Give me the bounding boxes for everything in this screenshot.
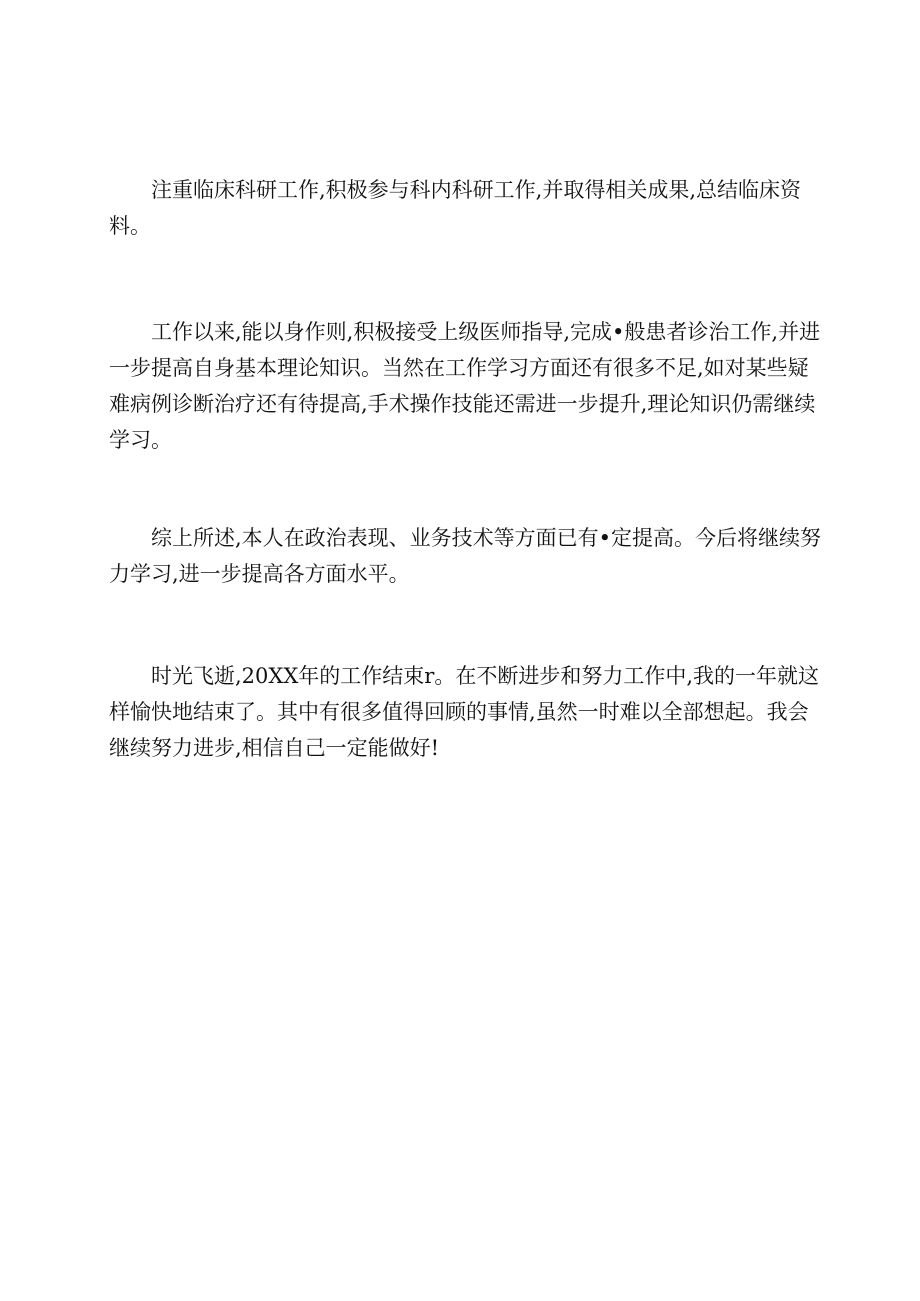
- paragraph-year-end: 时光飞逝,20XX年的工作结束r。在不断进步和努力工作中,我的一年就这样愉快地结束了。其中有很多值得回顾的事情,虽然一时难以全部想起。我会继续努力进步,相信自己一定能做好!: [109, 664, 820, 760]
- paragraph-work-performance: 工作以来,能以身作则,积极接受上级医师指导,完成•般患者诊治工作,并进一步提高自身基本理论知识。当然在工作学习方面还有很多不足,如对某些疑难病例诊断治疗还有待提高,手术操作技能还需进一步提升,理论知识仍需继续学习。: [109, 320, 821, 452]
- paragraph-research: 注重临床科研工作,积极参与科内科研工作,并取得相关成果,总结临床资料。: [109, 178, 802, 238]
- document-body: [109, 172, 829, 766]
- paragraph-summary: 综上所述,本人在政治表现、业务技术等方面已有•定提高。今后将继续努力学习,进一步提高各方面水平。: [109, 526, 822, 586]
